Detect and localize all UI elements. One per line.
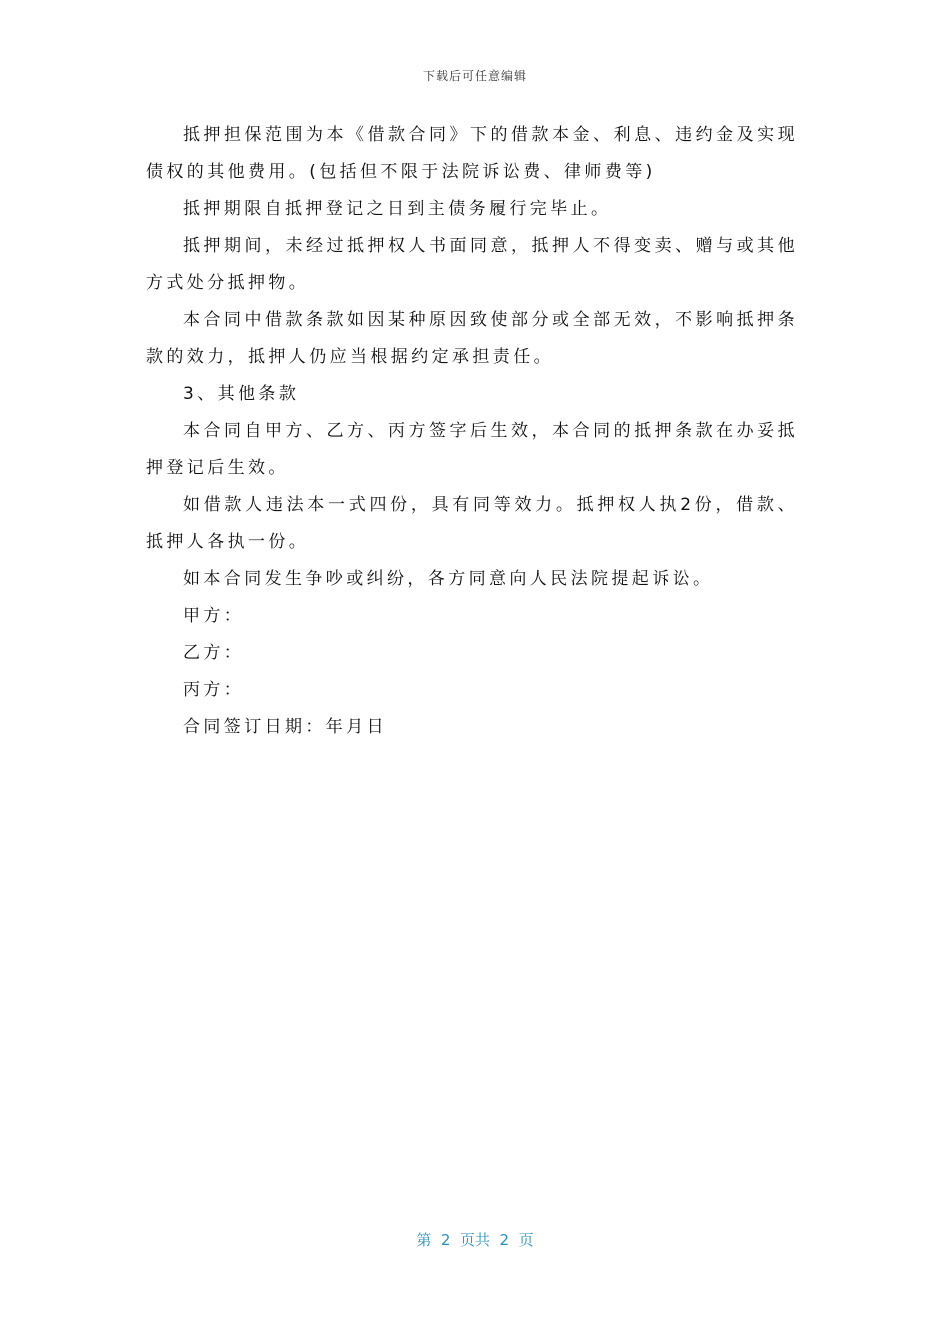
paragraph-copies: 如借款人违法本一式四份，具有同等效力。抵押权人执2份，借款、抵押人各执一份。 (146, 495, 798, 552)
paragraph-mortgage-term: 抵押期限自抵押登记之日到主债务履行完毕止。 (183, 199, 612, 219)
paragraph-mortgage-period: 抵押期间，未经过抵押权人书面同意，抵押人不得变卖、赠与或其他方式处分抵押物。 (146, 236, 798, 293)
paragraph-disputes: 如本合同发生争吵或纠纷，各方同意向人民法院提起诉讼。 (183, 569, 714, 589)
paragraph-effectiveness: 本合同自甲方、乙方、丙方签字后生效，本合同的抵押条款在办妥抵押登记后生效。 (146, 421, 798, 478)
page-footer: 第 2 页共 2 页 (416, 1231, 534, 1249)
document-body (146, 117, 798, 746)
paragraph-invalid-clause: 本合同中借款条款如因某种原因致使部分或全部无效，不影响抵押条款的效力，抵押人仍应当根据约定承担责任。 (146, 310, 798, 367)
paragraph-guarantee-scope: 抵押担保范围为本《借款合同》下的借款本金、利息、违约金及实现债权的其他费用。(包括但不限于法院诉讼费、律师费等) (146, 125, 798, 182)
signature-party-b: 乙方： (183, 643, 245, 663)
signing-date: 合同签订日期：年月日 (183, 717, 387, 737)
signature-party-a: 甲方： (183, 606, 245, 626)
page-header: 下载后可任意编辑 (422, 69, 527, 83)
section-heading-other-terms: 3、其他条款 (183, 384, 300, 404)
signature-party-c: 丙方： (183, 680, 245, 700)
